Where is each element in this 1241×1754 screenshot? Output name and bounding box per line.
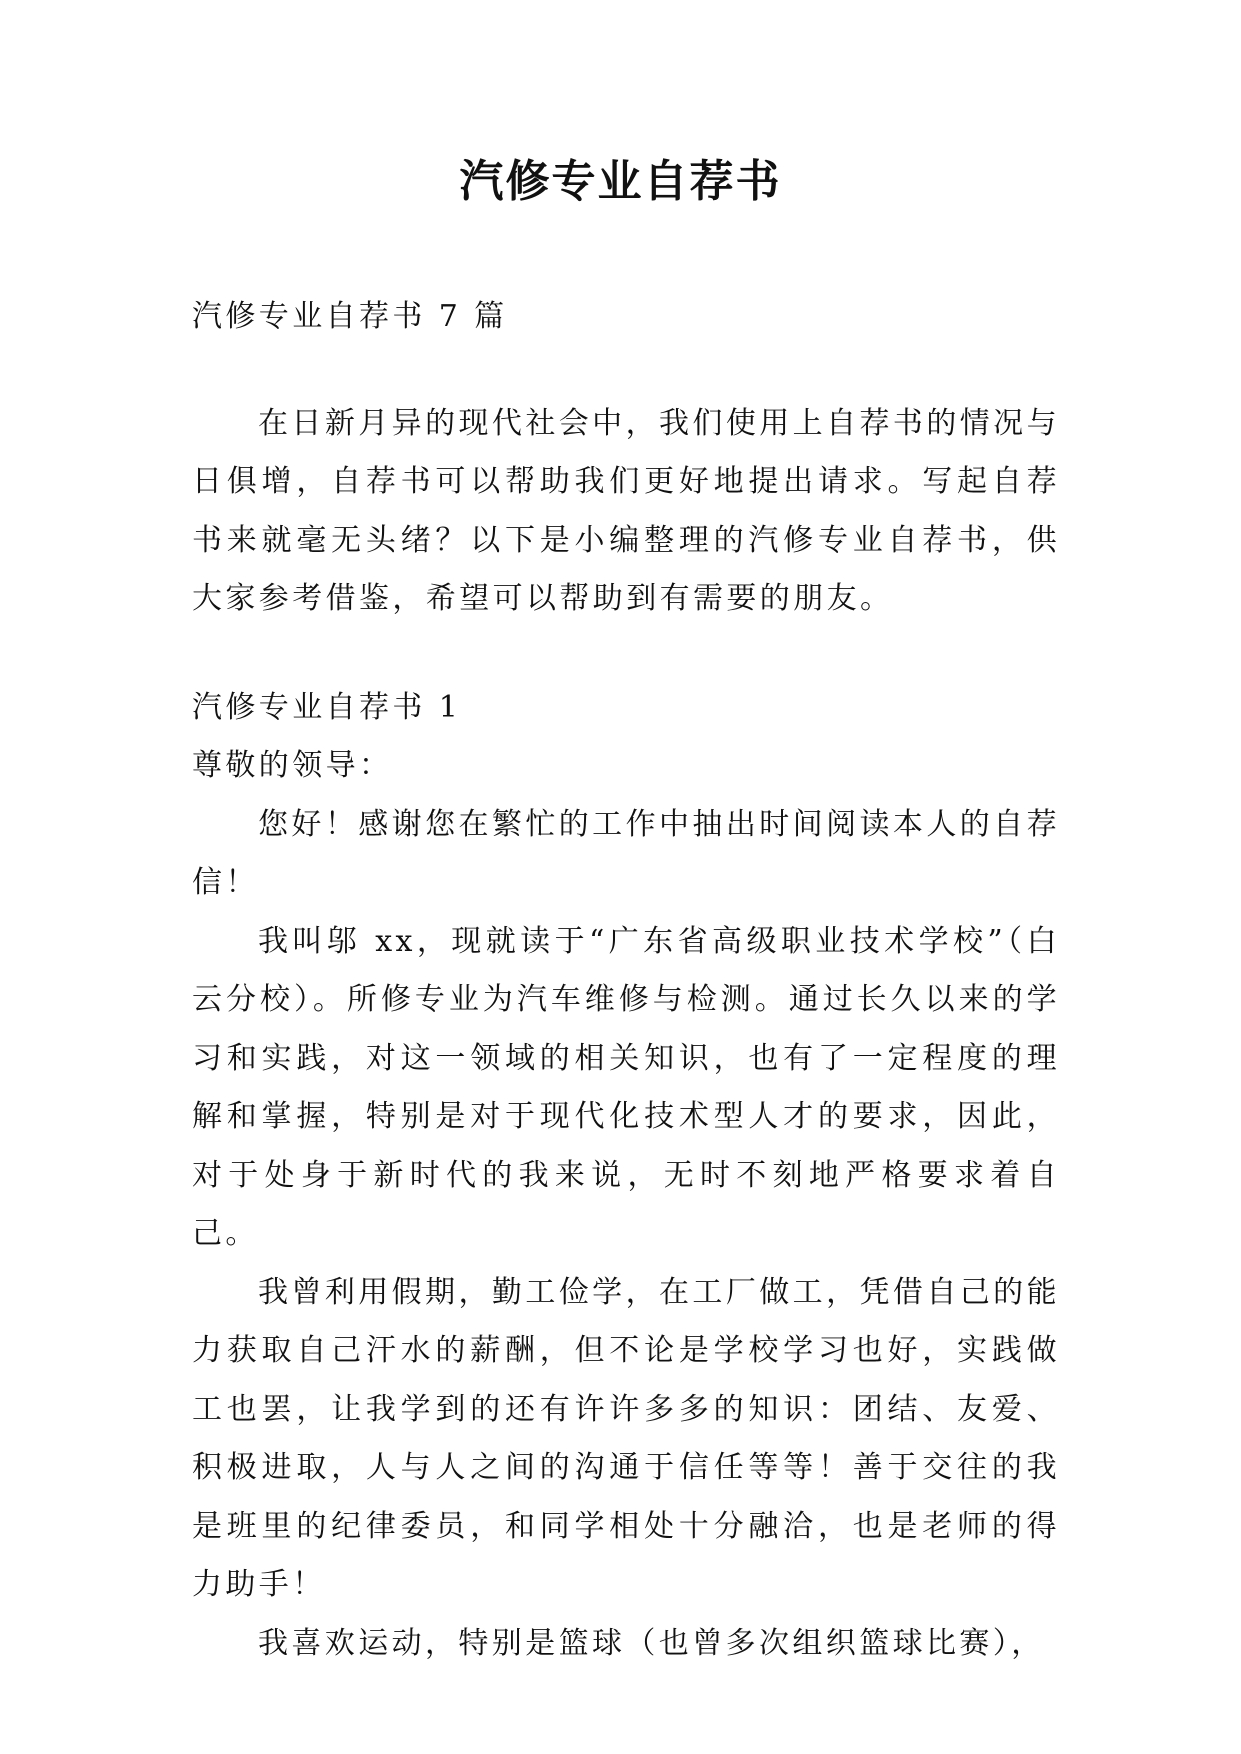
document-title: 汽修专业自荐书	[459, 156, 782, 207]
body-paragraph: 您好！感谢您在繁忙的工作中抽出时间阅读本人的自荐信！	[192, 806, 1060, 900]
document-body	[192, 288, 1060, 1673]
document-subtitle: 汽修专业自荐书 7 篇	[192, 299, 508, 334]
salutation: 尊敬的领导：	[192, 748, 393, 783]
intro-paragraph: 在日新月异的现代社会中，我们使用上自荐书的情况与日俱增，自荐书可以帮助我们更好地提出请求。写起自荐书来就毫无头绪？以下是小编整理的汽修专业自荐书，供大家参考借鉴，希望可以帮助到有需要的朋友。	[192, 405, 1060, 616]
section-heading: 汽修专业自荐书 1	[192, 689, 462, 725]
body-paragraph: 我曾利用假期，勤工俭学，在工厂做工，凭借自己的能力获取自己汗水的薪酬，但不论是学校学习也好，实践做工也罢，让我学到的还有许许多多的知识：团结、友爱、积极进取，人与人之间的沟通于信任等等！善于交往的我是班里的纪律委员，和同学相处十分融洽，也是老师的得力助手！	[192, 1274, 1060, 1602]
body-paragraph: 我叫邬 xx，现就读于“广东省高级职业技术学校”（白云分校）。所修专业为汽车维修与检测。通过长久以来的学习和实践，对这一领域的相关知识，也有了一定程度的理解和掌握，特别是对于现代化技术型人才的要求，因此，对于处身于新时代的我来说，无时不刻地严格要求着自己。	[192, 923, 1060, 1251]
body-paragraph: 我喜欢运动，特别是篮球（也曾多次组织篮球比赛），	[258, 1625, 1045, 1661]
